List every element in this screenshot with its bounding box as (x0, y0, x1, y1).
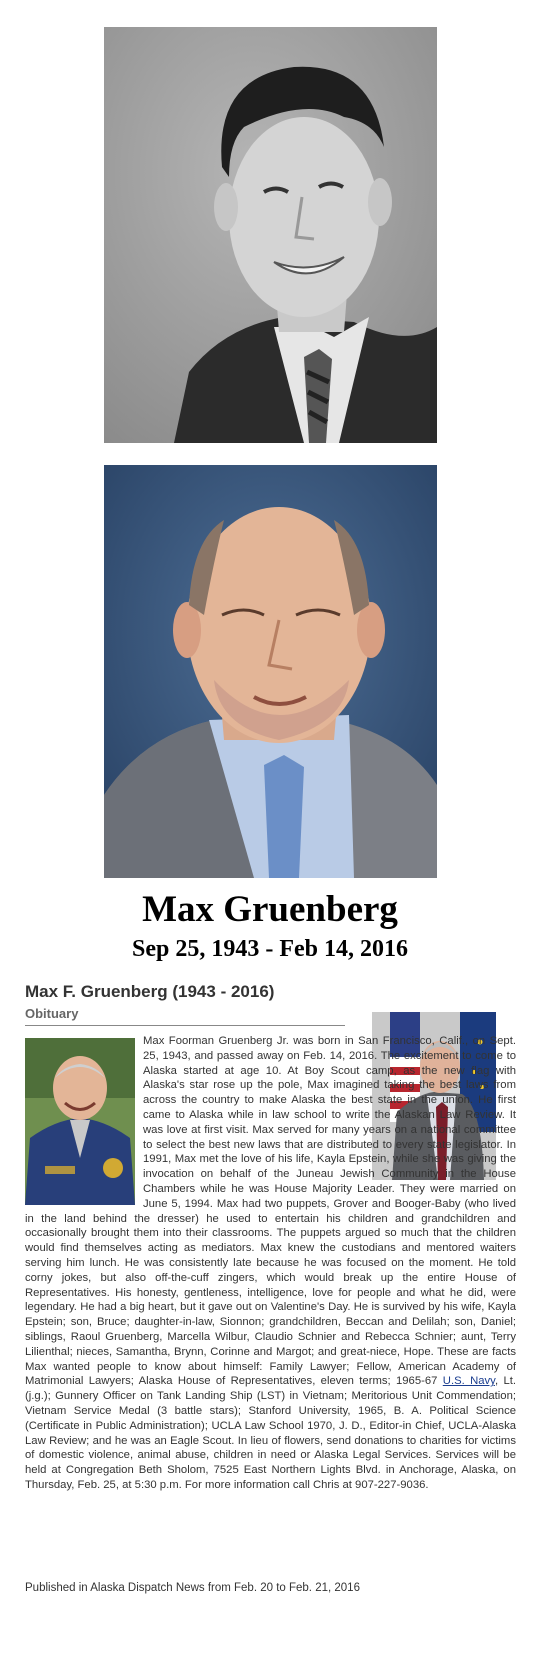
portrait-young-photo (104, 27, 437, 443)
obituary-subheading: Obituary (25, 1006, 79, 1021)
thumbnail-photo-jacket (25, 1038, 135, 1205)
obituary-text-part-1: Max Foorman Gruenberg Jr. was born in San Francisco, Calif., on Sept. 25, 1943, and passed away on Feb. 14, 2016. The excitement to come to Alaska started at age 10. At Boy Scout camp, as the new flag with Alaska's star rose up the pole, Max imagined taking the best laws from across the country to make Alaska the best state in the union. He first came to Alaska while in law school to write the Alaskan Law Review. It was love at first visit. Max served for many years on a national committee to select the best new laws that are distributed to every state legislator. In 1991, Max met the love of his life, Kayla Epstein, while she was giving the invocation on behalf of the Juneau Jewish Community in the House Chambers while he was House Majority Leader. They were married on June 5, 1994. Max had two puppets, Grover and Booger-Baby (who lived in the land behind the dresser) he used to entertain his children and grandchildren and occasionally brought them into their classrooms. The puppets argued so much that the children would find themselves acting as mediators. Max knew the custodians and mentored waiters serving him lunch. He was consistently late because he was focused on the moment. He told corny jokes, but also off-the-cuff zingers, which would break up the entire House of Representatives. His honesty, gentleness, intelligence, love for people and what he did, were legendary. He had a big heart, but it gave out on Valentine's Day. He is survived by his wife, Kayla Epstein; son, Bruce; daughter-in-law, Sionnon; grandchildren, Beccan and Delilah; son, Daniel; siblings, Raoul Gruenberg, Marcella Wilbur, Claudio Schnier and Rebecca Schnier; aunt, Terry Lilienthal; nieces, Samantha, Brynn, Corinne and Margot; and great-niece, Hope. These are facts Max wanted people to know about himself: Family Lawyer; Fellow, American Academy of Matrimonial Lawyers; Alaska House of Representatives, eleven terms; 1965-67 (25, 1035, 516, 1388)
divider (25, 1025, 345, 1026)
obituary-body (25, 1034, 516, 1493)
memorial-name-title: Max Gruenberg (142, 889, 398, 930)
memorial-dates: Sep 25, 1943 - Feb 14, 2016 (132, 936, 408, 962)
obituary-heading: Max F. Gruenberg (1943 - 2016) (25, 982, 275, 1001)
us-navy-link[interactable]: U.S. Navy (442, 1375, 495, 1388)
published-note: Published in Alaska Dispatch News from Feb. 20 to Feb. 21, 2016 (25, 1582, 360, 1594)
portrait-older-photo (104, 465, 437, 878)
obituary-text-part-2: , Lt. (j.g.); Gunnery Officer on Tank Landing Ship (LST) in Vietnam; Meritorious Unit Commendation; Vietnam Service Medal (3 battle stars); Stanford University, 1965, B. A. Political Science (Certificate in Public Administration); UCLA Law School 1970, J. D., Editor-in Chief, UCLA-Alaska Law Review; and he was an Eagle Scout. In lieu of flowers, send donations to charities for victims of domestic violence, animal abuse, children in need or Alaska Legal Services. Services will be held at Congregation Beth Sholom, 7525 East Northern Lights Blvd. in Anchorage, Alaska, on Thursday, Feb. 25, at 5:30 p.m. For more information call Chris at 907-227-9036. (25, 1375, 517, 1491)
